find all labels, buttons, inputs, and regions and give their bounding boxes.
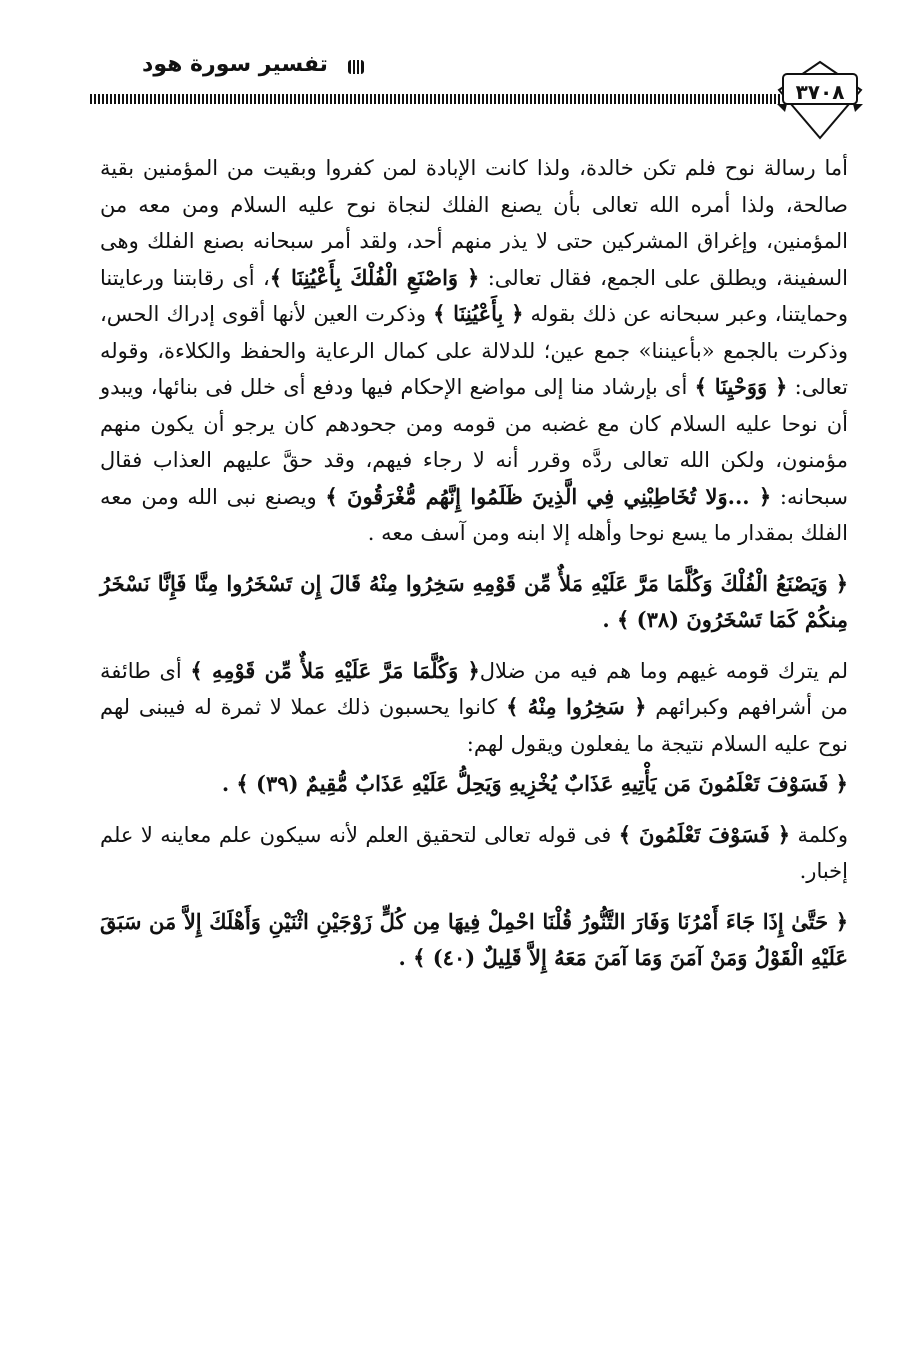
- text-span: كانوا يحسبون ذلك عملا لا ثمرة له فيبنى لهم نوح عليه السلام نتيجة ما يفعلون ويقول لهم:: [100, 695, 848, 756]
- ornament-icon: [345, 56, 367, 78]
- running-title: تفسير سورة هود: [142, 52, 328, 77]
- verse-40: ﴿ حَتَّىٰ إِذَا جَاءَ أَمْرُنَا وَفَارَ التَّنُّورُ قُلْنَا احْمِلْ فِيهَا مِن كُلٍّ زَوْجَيْنِ اثْنَيْنِ وَأَهْلَكَ إِلاَّ مَن سَبَقَ عَلَيْهِ الْقَوْلُ وَمَنْ آمَنَ وَمَا آمَنَ مَعَهُ إِلاَّ قَلِيلٌ (٤٠) ﴾ .: [100, 908, 848, 970]
- page-header: [0, 0, 921, 150]
- quran-quote: ﴿ سَخِرُوا مِنْهُ ﴾: [506, 694, 647, 719]
- paragraph-1: [100, 150, 848, 552]
- text-span: وذكرت العين لأنها أقوى إدراك الحس، وذكرت بالجمع «بأعيننا» جمع عين؛ للدلالة على كمال الرعاية والحفظ والكلاءة، وقوله تعالى:: [100, 302, 848, 399]
- quran-quote: ﴿ فَسَوْفَ تَعْلَمُونَ ﴾: [618, 821, 791, 847]
- page-body: [100, 150, 848, 991]
- text-span: وكلمة: [790, 822, 849, 847]
- page-number: ٣٧٠٨: [795, 80, 845, 104]
- text-span: فى قوله تعالى لتحقيق العلم لأنه سيكون علم معاينه لا علم إخبار.: [100, 822, 848, 883]
- text-span: ، أى رقابتنا ورعايتنا وحمايتنا، وعبر سبحانه عن ذلك بقوله: [100, 265, 849, 326]
- text-span: ويصنع نبى الله ومن معه الفلك بمقدار ما يسع نوحا وأهله إلا ابنه ومن آسف معه .: [100, 484, 848, 545]
- quran-quote: ﴿ بِأَعْيُنِنَا ﴾: [433, 301, 524, 326]
- text-span: أى طائفة من أشرافهم وكبرائهم: [100, 658, 848, 719]
- paragraph-3: [100, 817, 848, 890]
- quran-quote: ﴿ ...وَلا تُخَاطِبْنِي فِي الَّذِينَ ظَلَمُوا إِنَّهُم مُّغْرَقُونَ ﴾: [325, 483, 772, 509]
- quran-quote: ﴿ وَوَحْيِنَا ﴾: [694, 374, 788, 399]
- verse-39: ﴿ فَسَوْفَ تَعْلَمُونَ مَن يَأْتِيهِ عَذَابٌ يُخْزِيهِ وَيَحِلُّ عَلَيْهِ عَذَابٌ مُّقِيمٌ (٣٩) ﴾ .: [221, 771, 848, 796]
- text-span: أى بإرشاد منا إلى مواضع الإحكام فيها ودفع أى خلل فى بنائها، ويبدو أن نوحا عليه السلام كان مع غضبه من قومه ومن جحودهم كان يرجو أن يكون منهم مؤمنون، ولكن الله تعالى ردَّه وقرر أنه لا رجاء فيهم، وقد حقَّ عليهم العذاب فقال سبحانه:: [100, 375, 848, 509]
- text-span: أما رسالة نوح فلم تكن خالدة، ولذا كانت الإبادة لمن كفروا وبقيت من المؤمنين بقية صالحة، ولذا أمره الله تعالى بأن يصنع الفلك لنجاة نوح عليه السلام ومن معه من المؤمنين، وإغراق المشركين حتى لا يذر منهم أحد، ولقد أمر سبحانه بصنع الفلك وهى السفينة، ويطلق على الجمع، فقال تعالى:: [100, 156, 848, 290]
- paragraph-2: [100, 653, 848, 763]
- quran-quote: ﴿ وَاصْنَعِ الْفُلْكَ بِأَعْيُنِنَا ﴾: [269, 264, 480, 290]
- header-rule: [90, 94, 782, 104]
- quran-quote: ﴿ وَكُلَّمَا مَرَّ عَلَيْهِ مَلأٌ مِّن قَوْمِهِ ﴾: [190, 657, 480, 683]
- verse-38: ﴿ وَيَصْنَعُ الْفُلْكَ وَكُلَّمَا مَرَّ عَلَيْهِ مَلأٌ مِّن قَوْمِهِ سَخِرُوا مِنْهُ قَالَ إِن تَسْخَرُوا مِنَّا فَإِنَّا نَسْخَرُ مِنكُمْ كَمَا تَسْخَرُونَ (٣٨) ﴾ .: [100, 570, 848, 632]
- text-span: لم يترك قومه غيهم وما هم فيه من ضلال: [479, 658, 848, 683]
